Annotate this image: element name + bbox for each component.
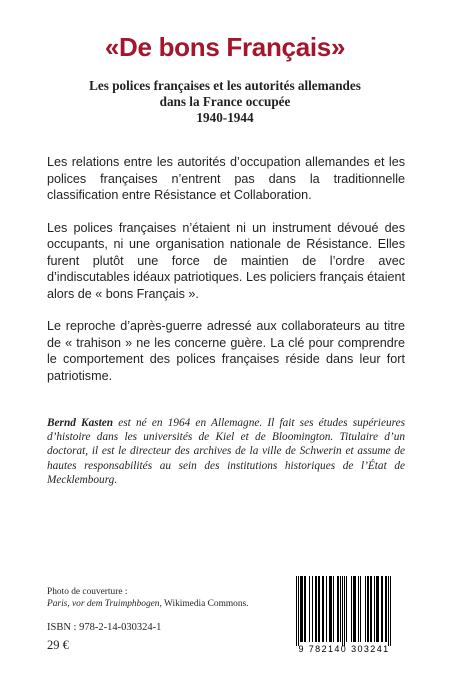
barcode-bar xyxy=(368,576,369,642)
barcode-bar xyxy=(298,576,299,646)
author-bio-text: est né en 1964 en Allemagne. Il fait ses études supérieures d’histoire dans les universités de Kiel et de Bloomington. Titulaire d’un doctorat, il est le directeur des archives de la ville de Schwerin et assume de hautes responsabilités au sein des institutions historiques de l’État de Mecklembourg. xyxy=(47,417,405,486)
barcode-bar xyxy=(323,576,324,642)
barcode-bar xyxy=(315,576,316,642)
book-price: 29 € xyxy=(47,638,69,652)
barcode-bar xyxy=(371,576,372,642)
subtitle-line-1: Les polices françaises et les autorités allemandes xyxy=(89,78,361,93)
barcode-bar xyxy=(374,576,375,642)
subtitle-line-2: dans la France occupée xyxy=(159,94,291,109)
barcode-bar xyxy=(378,576,379,642)
cover-credit-rest: , Wikimedia Commons. xyxy=(159,599,249,609)
barcode-bar xyxy=(354,576,355,642)
barcode-bar xyxy=(381,576,382,642)
barcode-bar xyxy=(382,576,383,642)
summary-paragraph-3: Le reproche d’après-guerre adressé aux collaborateurs au titre de « trahison » ne les concerne guère. La clé pour comprendre le comportement des polices françaises réside dans leur fort patriotisme. xyxy=(47,319,405,383)
barcode-digits: 9 782140 303241 xyxy=(298,644,390,654)
barcode-bar xyxy=(322,576,323,642)
barcode-bar xyxy=(386,576,387,642)
barcode-bar xyxy=(304,576,305,642)
barcode-bar xyxy=(342,576,343,646)
back-cover-summary xyxy=(47,154,405,400)
barcode-bar xyxy=(353,576,354,642)
barcode-bar xyxy=(309,576,310,642)
barcode-bar xyxy=(300,576,301,642)
barcode-bar xyxy=(385,576,386,642)
barcode-bar xyxy=(305,576,306,642)
barcode-bar xyxy=(312,576,313,642)
author-bio xyxy=(47,416,405,487)
barcode-bar xyxy=(351,576,352,642)
barcode-bar xyxy=(338,576,339,642)
barcode-bar xyxy=(388,576,389,646)
cover-photo-credit xyxy=(47,586,277,610)
barcode-bar xyxy=(318,576,319,642)
barcode-bar xyxy=(331,576,332,642)
subtitle-years: 1940-1944 xyxy=(196,110,254,125)
barcode-bar xyxy=(326,576,327,642)
barcode-bar xyxy=(358,576,359,642)
book-subtitle xyxy=(0,78,450,126)
barcode xyxy=(284,574,404,658)
barcode-bar xyxy=(301,576,302,642)
cover-credit-label: Photo de couverture : xyxy=(47,587,128,597)
barcode-bar xyxy=(360,576,361,642)
barcode-bar xyxy=(316,576,317,642)
barcode-bar xyxy=(302,576,303,642)
summary-paragraph-2: Les polices françaises n’étaient ni un instrument dévoué des occupants, ni une organisation nationale de Résistance. Elles furent plutôt une force de maintien de l’ordre avec d’indiscutables idéaux patriotiques. Les policiers français étaient alors de « bons Français ». xyxy=(47,220,405,301)
isbn-number: ISBN : 978-2-14-030324-1 xyxy=(47,622,162,633)
cover-credit-source xyxy=(47,598,277,610)
cover-credit-title: Paris, vor dem Truimphbogen xyxy=(47,599,160,609)
barcode-bar xyxy=(390,576,391,646)
barcode-bar xyxy=(346,576,347,642)
summary-paragraph-1: Les relations entre les autorités d’occupation allemandes et les polices françaises n’entrent pas dans la traditionnelle classification entre Résistance et Collaboration. xyxy=(47,155,405,202)
barcode-icon xyxy=(284,574,404,646)
barcode-bar xyxy=(376,576,377,642)
barcode-bar xyxy=(329,576,330,642)
barcode-bar xyxy=(365,576,366,642)
book-title: «De bons Français» xyxy=(104,32,346,62)
barcode-bar xyxy=(333,576,334,642)
barcode-bar xyxy=(330,576,331,642)
barcode-bar xyxy=(370,576,371,642)
barcode-bar xyxy=(337,576,338,642)
barcode-bar xyxy=(344,576,345,646)
barcode-bar xyxy=(340,576,341,642)
barcode-bar xyxy=(377,576,378,642)
barcode-bar xyxy=(296,576,297,646)
author-name: Bernd Kasten xyxy=(47,417,114,429)
barcode-bar xyxy=(367,576,368,642)
barcode-bar xyxy=(355,576,356,642)
barcode-bar xyxy=(319,576,320,642)
